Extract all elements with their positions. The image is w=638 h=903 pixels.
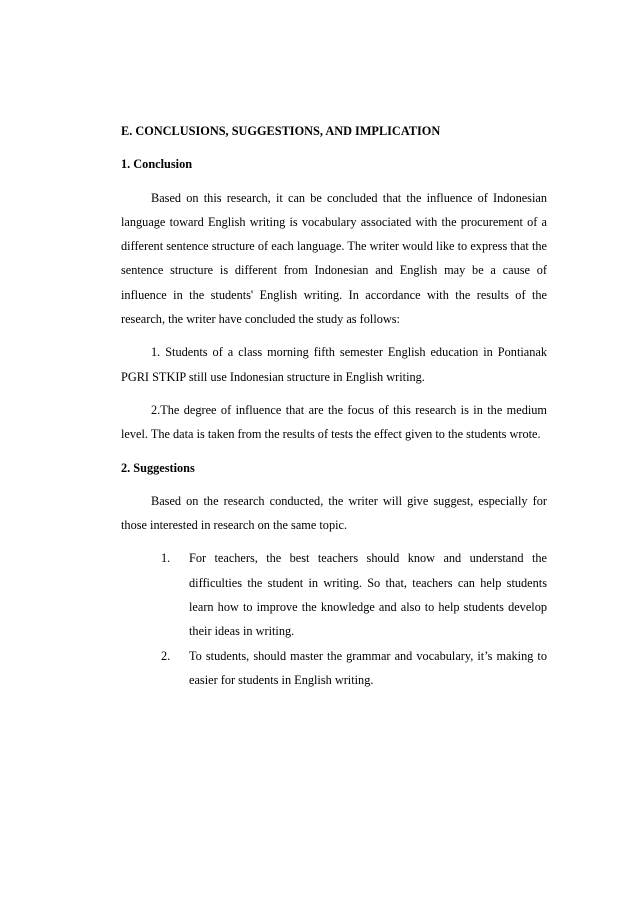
chapter-heading: E. CONCLUSIONS, SUGGESTIONS, AND IMPLICATION [121, 124, 441, 138]
list-item-number: 1. [161, 551, 171, 566]
list-item-text: For teachers, the best teachers should know and understand the difficulties the student in writing. So that, teachers can help students learn how to improve the knowledge and also to help students develop their ideas in writing. [189, 551, 547, 639]
list-item-text: To students, should master the grammar and vocabulary, it’s making to easier for students in English writing. [189, 648, 547, 687]
suggestions-list [121, 546, 547, 692]
conclusion-point-2: 2.The degree of influence that are the focus of this research is in the medium level. The data is taken from the results of tests the effect given to the students wrote. [121, 402, 547, 442]
list-item [121, 644, 547, 693]
conclusion-point-1: 1. Students of a class morning fifth semester English education in Pontianak PGRI STKIP still use Indonesian structure in English writing. [121, 345, 547, 384]
section-heading-suggestions: 2. Suggestions [121, 460, 195, 475]
suggestions-paragraph: Based on the research conducted, the writer will give suggest, especially for those interested in research on the same topic. [121, 493, 547, 533]
section-heading-conclusion: 1. Conclusion [121, 157, 193, 172]
conclusion-paragraph: Based on this research, it can be concluded that the influence of Indonesian language toward English writing is vocabulary associated with the procurement of a different sentence structure of each language. The writer would like to express that the sentence structure is different from Indonesian and English may be a cause of influence in the students' English writing. In accordance with the results of the research, the writer have concluded the study as follows: [121, 190, 547, 327]
page-content [121, 119, 547, 692]
list-item-number: 2. [161, 648, 171, 663]
list-item [121, 546, 547, 643]
